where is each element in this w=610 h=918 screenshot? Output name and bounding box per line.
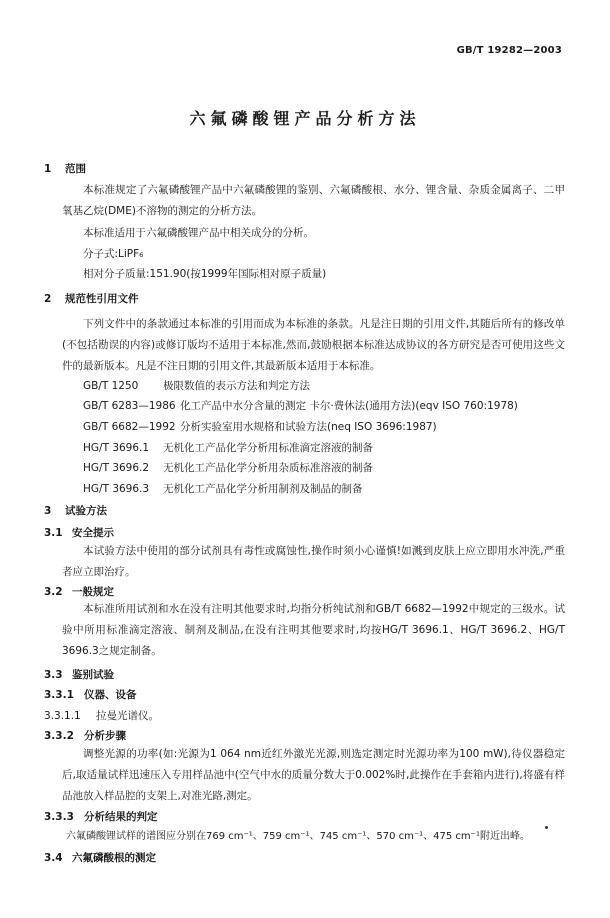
section-3-3-heading: 鉴别试验 bbox=[72, 669, 114, 681]
section-3-3-3-heading: 分析结果的判定 bbox=[84, 811, 158, 823]
section-3-number: 3 bbox=[44, 505, 52, 517]
ref-code: HG/T 3696.2 bbox=[83, 462, 150, 474]
general-rules-paragraph: 本标准所用试剂和水在没有注明其他要求时,均指分析纯试剂和GB/T 6682—1992中规定的三级水。试验中所用标准滴定溶液、制剂及制品,在没有注明其他要求时,均按HG/T 3696.1、HG/T 3696.2、HG/T 3696.3之规定制备。 bbox=[62, 603, 565, 657]
section-3-1-number: 3.1 bbox=[44, 527, 63, 539]
ref-code: GB/T 6682—1992 bbox=[83, 421, 176, 433]
section-2-intro: 下列文件中的条款通过本标准的引用而成为本标准的条款。凡是注日期的引用文件,其随后所有的修改单(不包括勘误的内容)或修订版均不适用于本标准,然而,鼓励根据本标准达成协议的各方研究是否可使用这些文件的最新版本。凡是不注日期的引用文件,其最新版本适用于本标准。 bbox=[62, 318, 565, 372]
standard-code: GB/T 19282—2003 bbox=[456, 45, 562, 56]
section-3-3-1-1-number: 3.3.1.1 bbox=[44, 710, 81, 722]
safety-paragraph: 本试验方法中使用的部分试剂具有毒性或腐蚀性,操作时须小心谨慎!如溅到皮肤上应立即用水冲洗,严重者应立即治疗。 bbox=[62, 545, 565, 578]
section-3-2-number: 3.2 bbox=[44, 586, 63, 598]
section-3-4-number: 3.4 bbox=[44, 852, 63, 864]
section-3-3-1-heading: 仪器、设备 bbox=[84, 689, 137, 701]
ref-title: 分析实验室用水规格和试验方法(neq ISO 3696:1987) bbox=[180, 421, 437, 433]
instrument-text: 拉曼光谱仪。 bbox=[96, 710, 159, 722]
result-judgment-text: 六氟磷酸锂试样的谱图应分别在769 cm⁻¹、759 cm⁻¹、745 cm⁻¹、570 cm⁻¹、475 cm⁻¹附近出峰。 bbox=[66, 831, 530, 842]
ref-title: 无机化工产品化学分析用制剂及制品的制备 bbox=[163, 483, 363, 495]
molecular-weight: 相对分子质量:151.90(按1999年国际相对原子质量) bbox=[83, 268, 327, 280]
section-3-heading: 试验方法 bbox=[65, 505, 107, 517]
section-2-heading: 规范性引用文件 bbox=[65, 293, 139, 305]
section-3-3-3-number: 3.3.3 bbox=[44, 811, 74, 823]
section-3-2-heading: 一般规定 bbox=[72, 586, 114, 598]
section-3-3-number: 3.3 bbox=[44, 669, 63, 681]
section-1-paragraph-1: 本标准规定了六氟磷酸锂产品中六氟磷酸锂的鉴别、六氟磷酸根、水分、锂含量、杂质金属离子、二甲氧基乙烷(DME)不溶物的测定的分析方法。 bbox=[62, 184, 565, 217]
ref-title: 化工产品中水分含量的测定 卡尔·费休法(通用方法)(eqv ISO 760:1978) bbox=[180, 400, 518, 412]
ref-title: 无机化工产品化学分析用杂质标准溶液的制备 bbox=[163, 462, 373, 474]
molecular-formula: 分子式:LiPF₆ bbox=[83, 248, 144, 260]
ref-code: GB/T 6283—1986 bbox=[83, 400, 176, 412]
ref-title: 极限数值的表示方法和判定方法 bbox=[163, 380, 310, 392]
ref-code: HG/T 3696.3 bbox=[83, 483, 150, 495]
section-3-3-2-number: 3.3.2 bbox=[44, 730, 74, 742]
ref-code: HG/T 3696.1 bbox=[83, 442, 150, 454]
section-3-4-heading: 六氟磷酸根的测定 bbox=[72, 852, 156, 864]
page-title: 六氟磷酸锂产品分析方法 bbox=[189, 109, 421, 128]
page-mark bbox=[545, 826, 548, 829]
section-1-number: 1 bbox=[44, 163, 52, 175]
section-1-heading: 范围 bbox=[65, 163, 86, 175]
ref-title: 无机化工产品化学分析用标准滴定溶液的制备 bbox=[163, 442, 373, 454]
section-1-paragraph-2: 本标准适用于六氟磷酸锂产品中相关成分的分析。 bbox=[83, 227, 314, 239]
section-2-number: 2 bbox=[44, 293, 52, 305]
section-3-3-2-heading: 分析步骤 bbox=[84, 730, 126, 742]
section-3-3-1-number: 3.3.1 bbox=[44, 689, 74, 701]
procedure-paragraph: 调整光源的功率(如:光源为1 064 nm近红外激光光源,则选定测定时光源功率为100 mW),待仪器稳定后,取适量试样迅速压入专用样品池中(空气中水的质量分数大于0.002%时,此操作在手套箱内进行),将盛有样品池放入样品腔的支架上,对准光路,测定。 bbox=[62, 748, 565, 802]
ref-code: GB/T 1250 bbox=[83, 380, 139, 392]
section-3-1-heading: 安全提示 bbox=[72, 527, 114, 539]
